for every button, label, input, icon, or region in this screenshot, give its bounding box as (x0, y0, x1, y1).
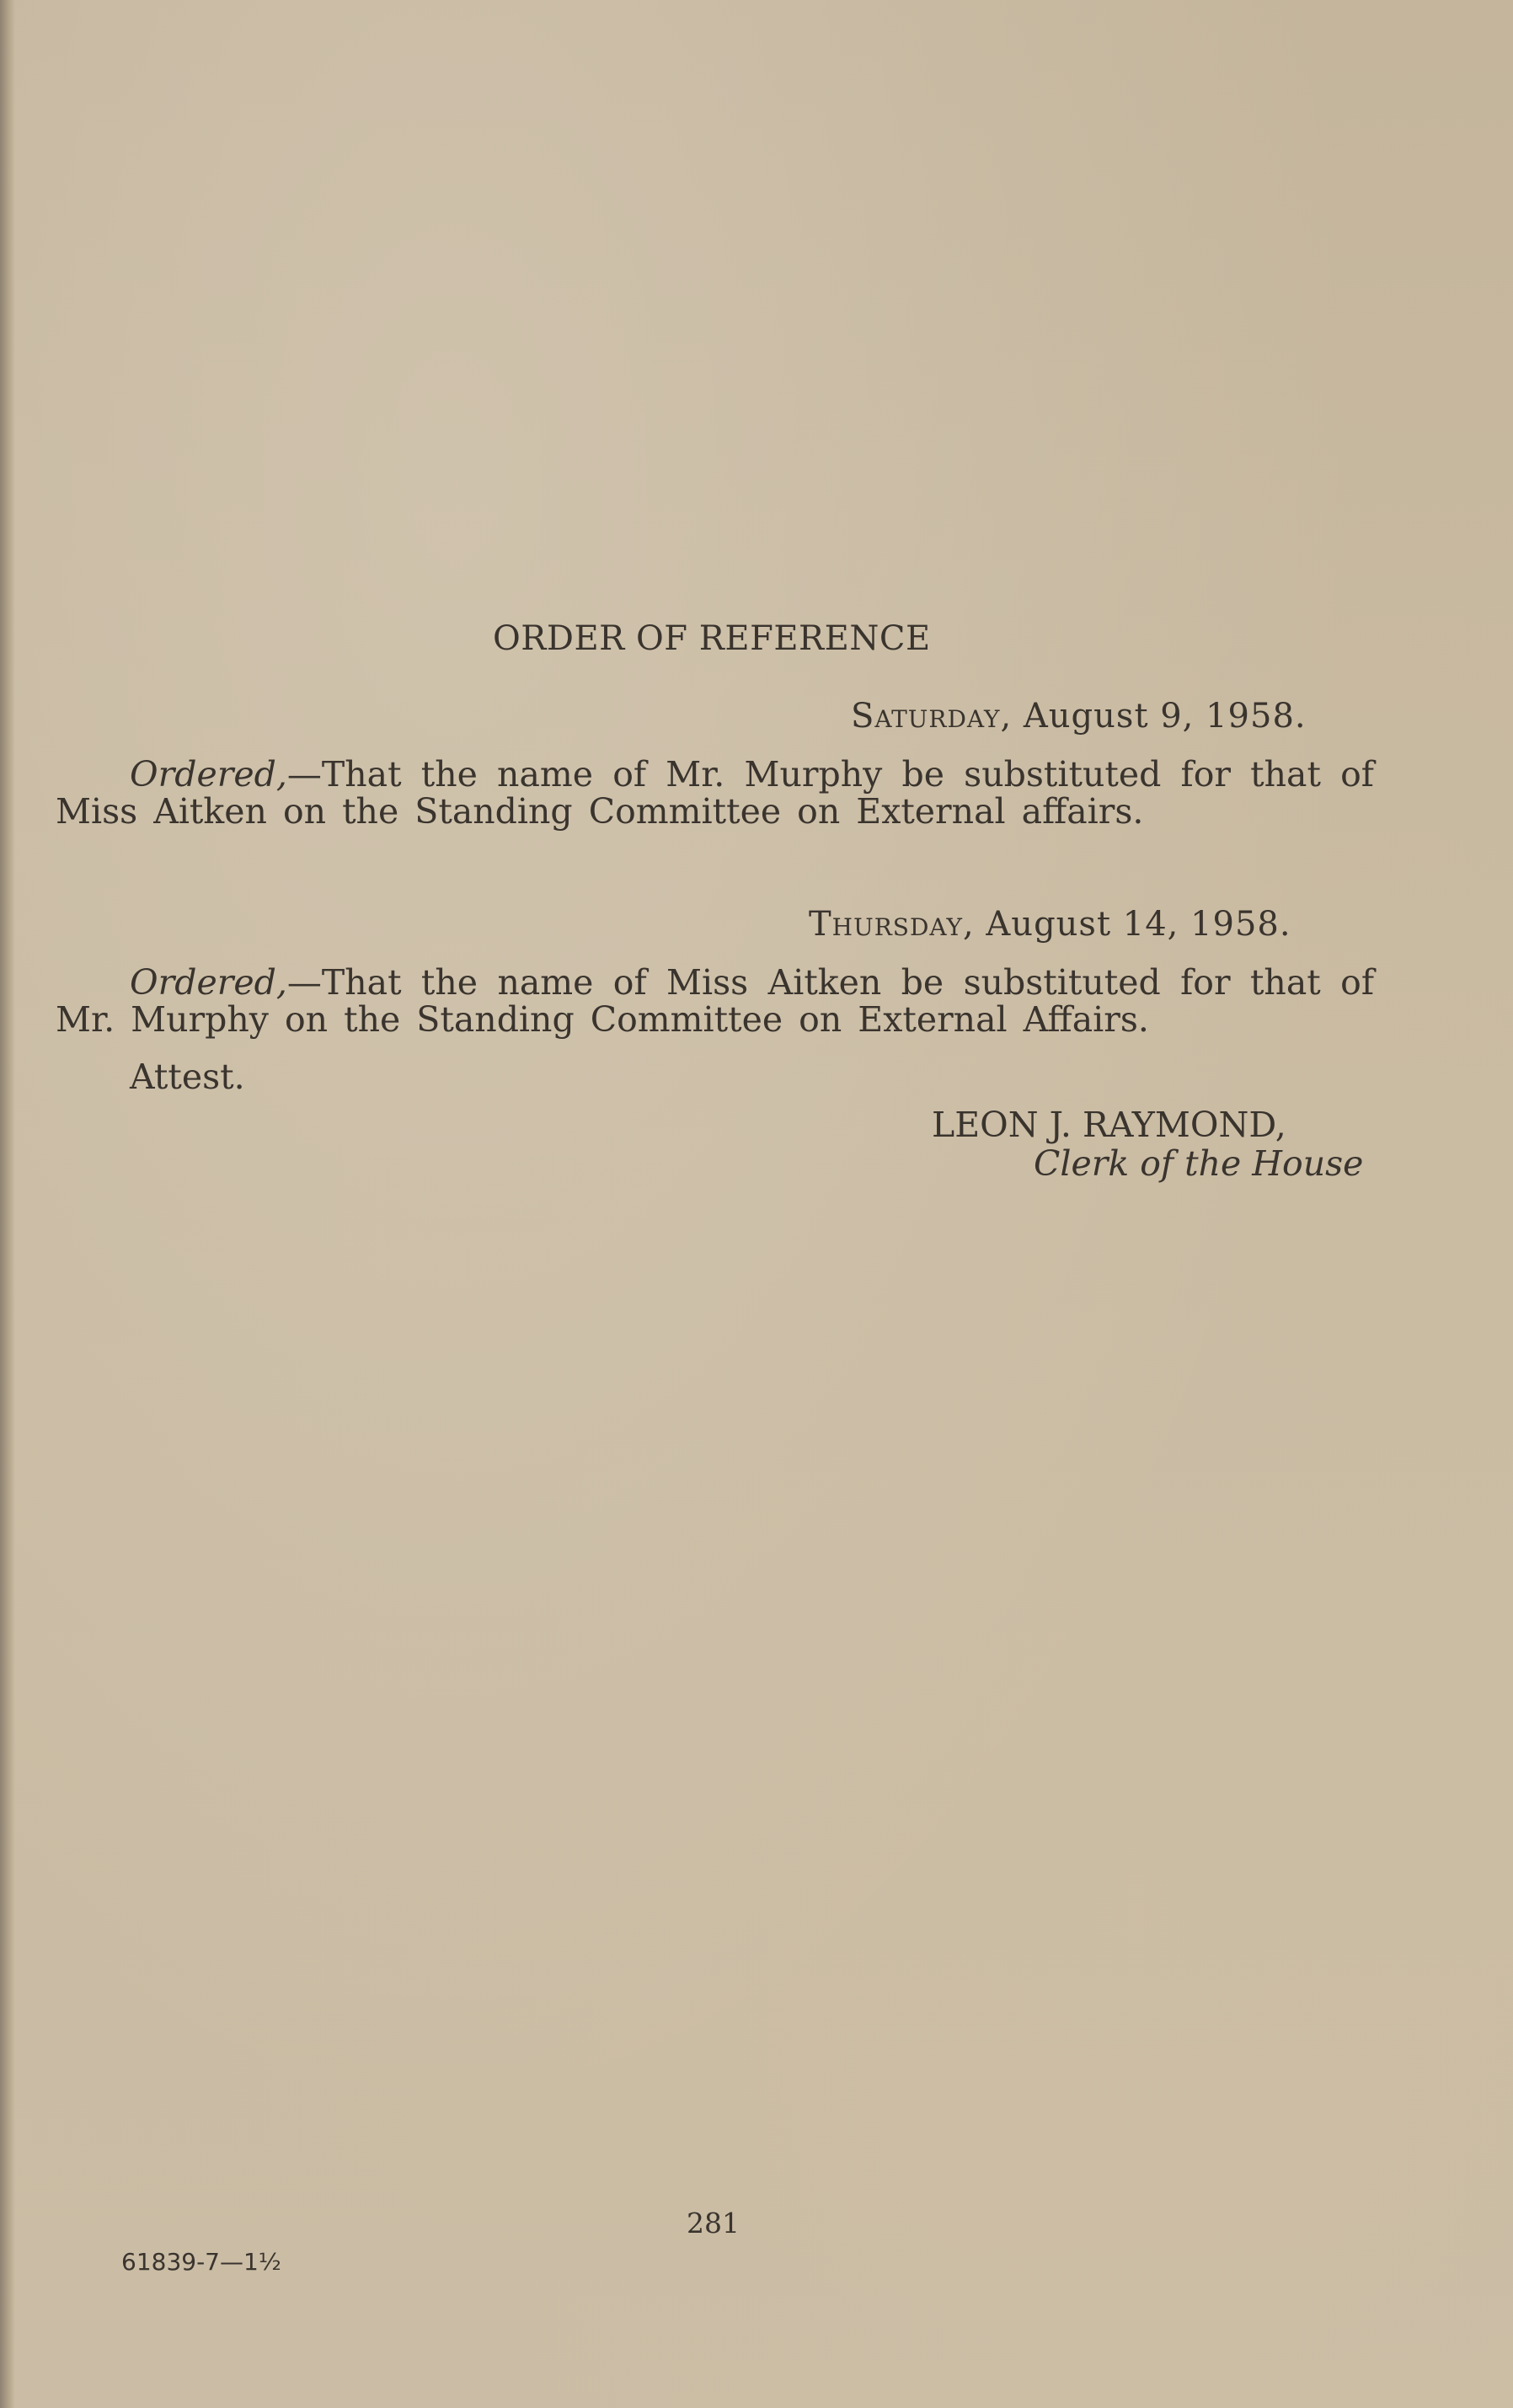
order-line-1a (56, 756, 1374, 793)
order-paragraph-2 (56, 964, 1374, 1038)
page-number: 281 (687, 2207, 740, 2239)
order-line-2a (56, 964, 1374, 1001)
entry-date-2 (809, 905, 1291, 944)
attest-label: Attest. (130, 1057, 245, 1097)
order-text-2a: —That the name of Miss Aitken be substituted for that of (286, 962, 1374, 1003)
page-edge-shadow (0, 0, 15, 2408)
ordered-label-1: Ordered, (130, 754, 287, 795)
entry-day-1: Saturday (851, 697, 1001, 736)
page-heading: ORDER OF REFERENCE (493, 619, 931, 658)
entry-date-text-2: , August 14, 1958. (962, 905, 1291, 944)
clerk-title: Clerk of the House (1034, 1143, 1364, 1184)
order-line-1b: Miss Aitken on the Standing Committee on External affairs. (56, 791, 1144, 832)
order-paragraph-1 (56, 756, 1374, 830)
order-line-2b: Mr. Murphy on the Standing Committee on External Affairs. (56, 999, 1149, 1040)
order-text-1a: —That the name of Mr. Murphy be substituted for that of (286, 754, 1374, 795)
entry-date-text-1: , August 9, 1958. (1000, 697, 1307, 736)
clerk-name: LEON J. RAYMOND, (932, 1105, 1286, 1145)
entry-day-2: Thursday (809, 905, 963, 944)
print-code: 61839-7—1½ (121, 2248, 281, 2276)
entry-date-1 (851, 697, 1307, 736)
ordered-label-2: Ordered, (130, 962, 287, 1003)
